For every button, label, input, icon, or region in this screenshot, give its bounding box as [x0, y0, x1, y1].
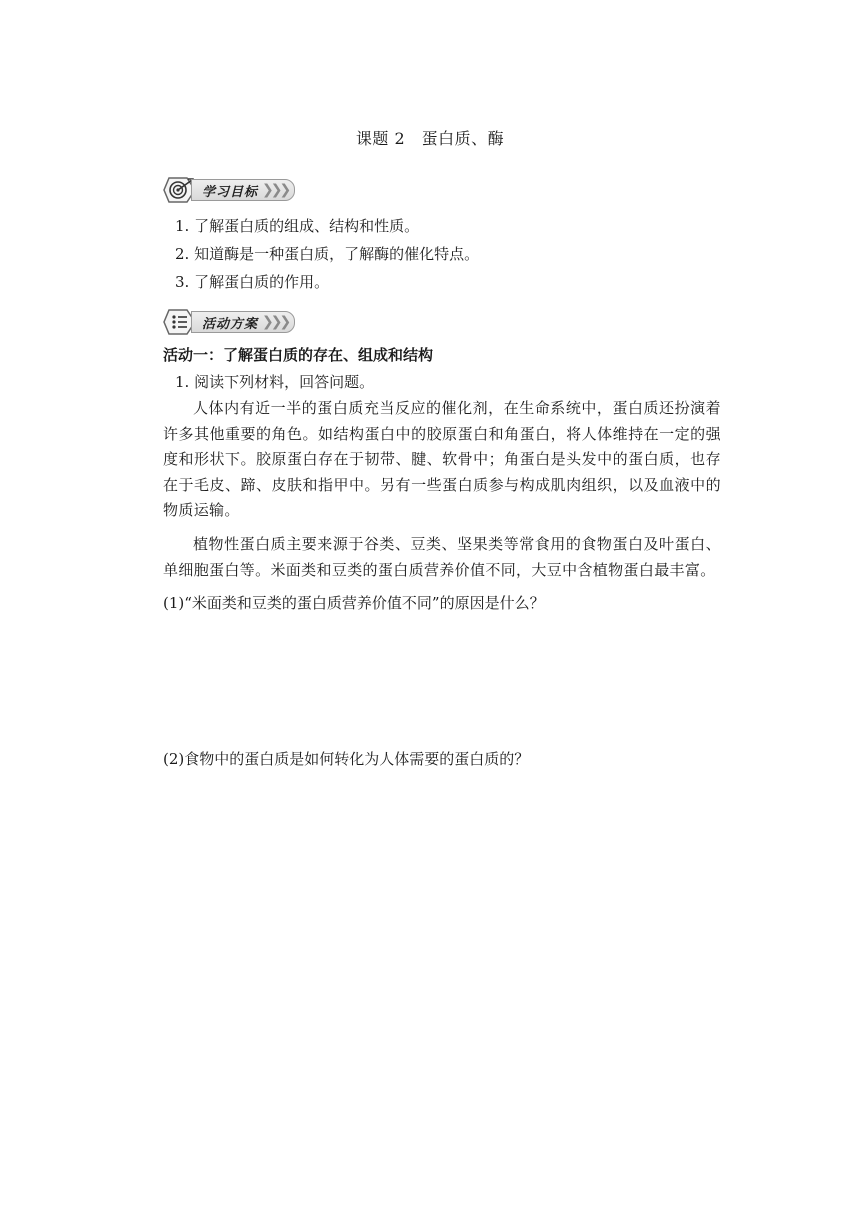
- reading-paragraph-1: 人体内有近一半的蛋白质充当反应的催化剂，在生命系统中，蛋白质还扮演着许多其他重要的角色。如结构蛋白中的胶原蛋白和角蛋白，将人体维持在一定的强度和形状下。胶原蛋白存在于韧带、腱、软骨中；角蛋白是头发中的蛋白质，也存在于毛皮、蹄、皮肤和指甲中。另有一些蛋白质参与构成肌肉组织，以及血液中的物质运输。: [163, 399, 721, 519]
- question-1: (1)“米面类和豆类的蛋白质营养价值不同”的原因是什么？: [163, 594, 545, 612]
- goal-item-2: 2. 知道酶是一种蛋白质，了解酶的催化特点。: [175, 245, 480, 263]
- chevrons-icon: ❯❯❯: [262, 182, 289, 198]
- goal-item-3: 3. 了解蛋白质的作用。: [175, 273, 330, 291]
- activity-title: 活动一：了解蛋白质的存在、组成和结构: [163, 346, 434, 364]
- question-2: (2)食物中的蛋白质是如何转化为人体需要的蛋白质的？: [163, 750, 530, 768]
- goal-item-1: 1. 了解蛋白质的组成、结构和性质。: [175, 217, 420, 235]
- goals-section-header: [163, 175, 338, 205]
- goals-header-label: 学习目标: [202, 184, 259, 200]
- reading-instruction: 1. 阅读下列材料，回答问题。: [175, 373, 375, 391]
- chevrons-icon: ❯❯❯: [262, 314, 289, 330]
- goals-header-pill: [191, 179, 295, 201]
- lesson-title: 课题 2 蛋白质、酶: [355, 129, 505, 148]
- reading-paragraph-2: 植物性蛋白质主要来源于谷类、豆类、坚果类等常食用的食物蛋白及叶蛋白、单细胞蛋白等。米面类和豆类的蛋白质营养价值不同，大豆中含植物蛋白最丰富。: [163, 535, 721, 579]
- plan-header-pill: [191, 311, 295, 333]
- plan-header-label: 活动方案: [202, 316, 259, 332]
- plan-section-header: [163, 307, 338, 337]
